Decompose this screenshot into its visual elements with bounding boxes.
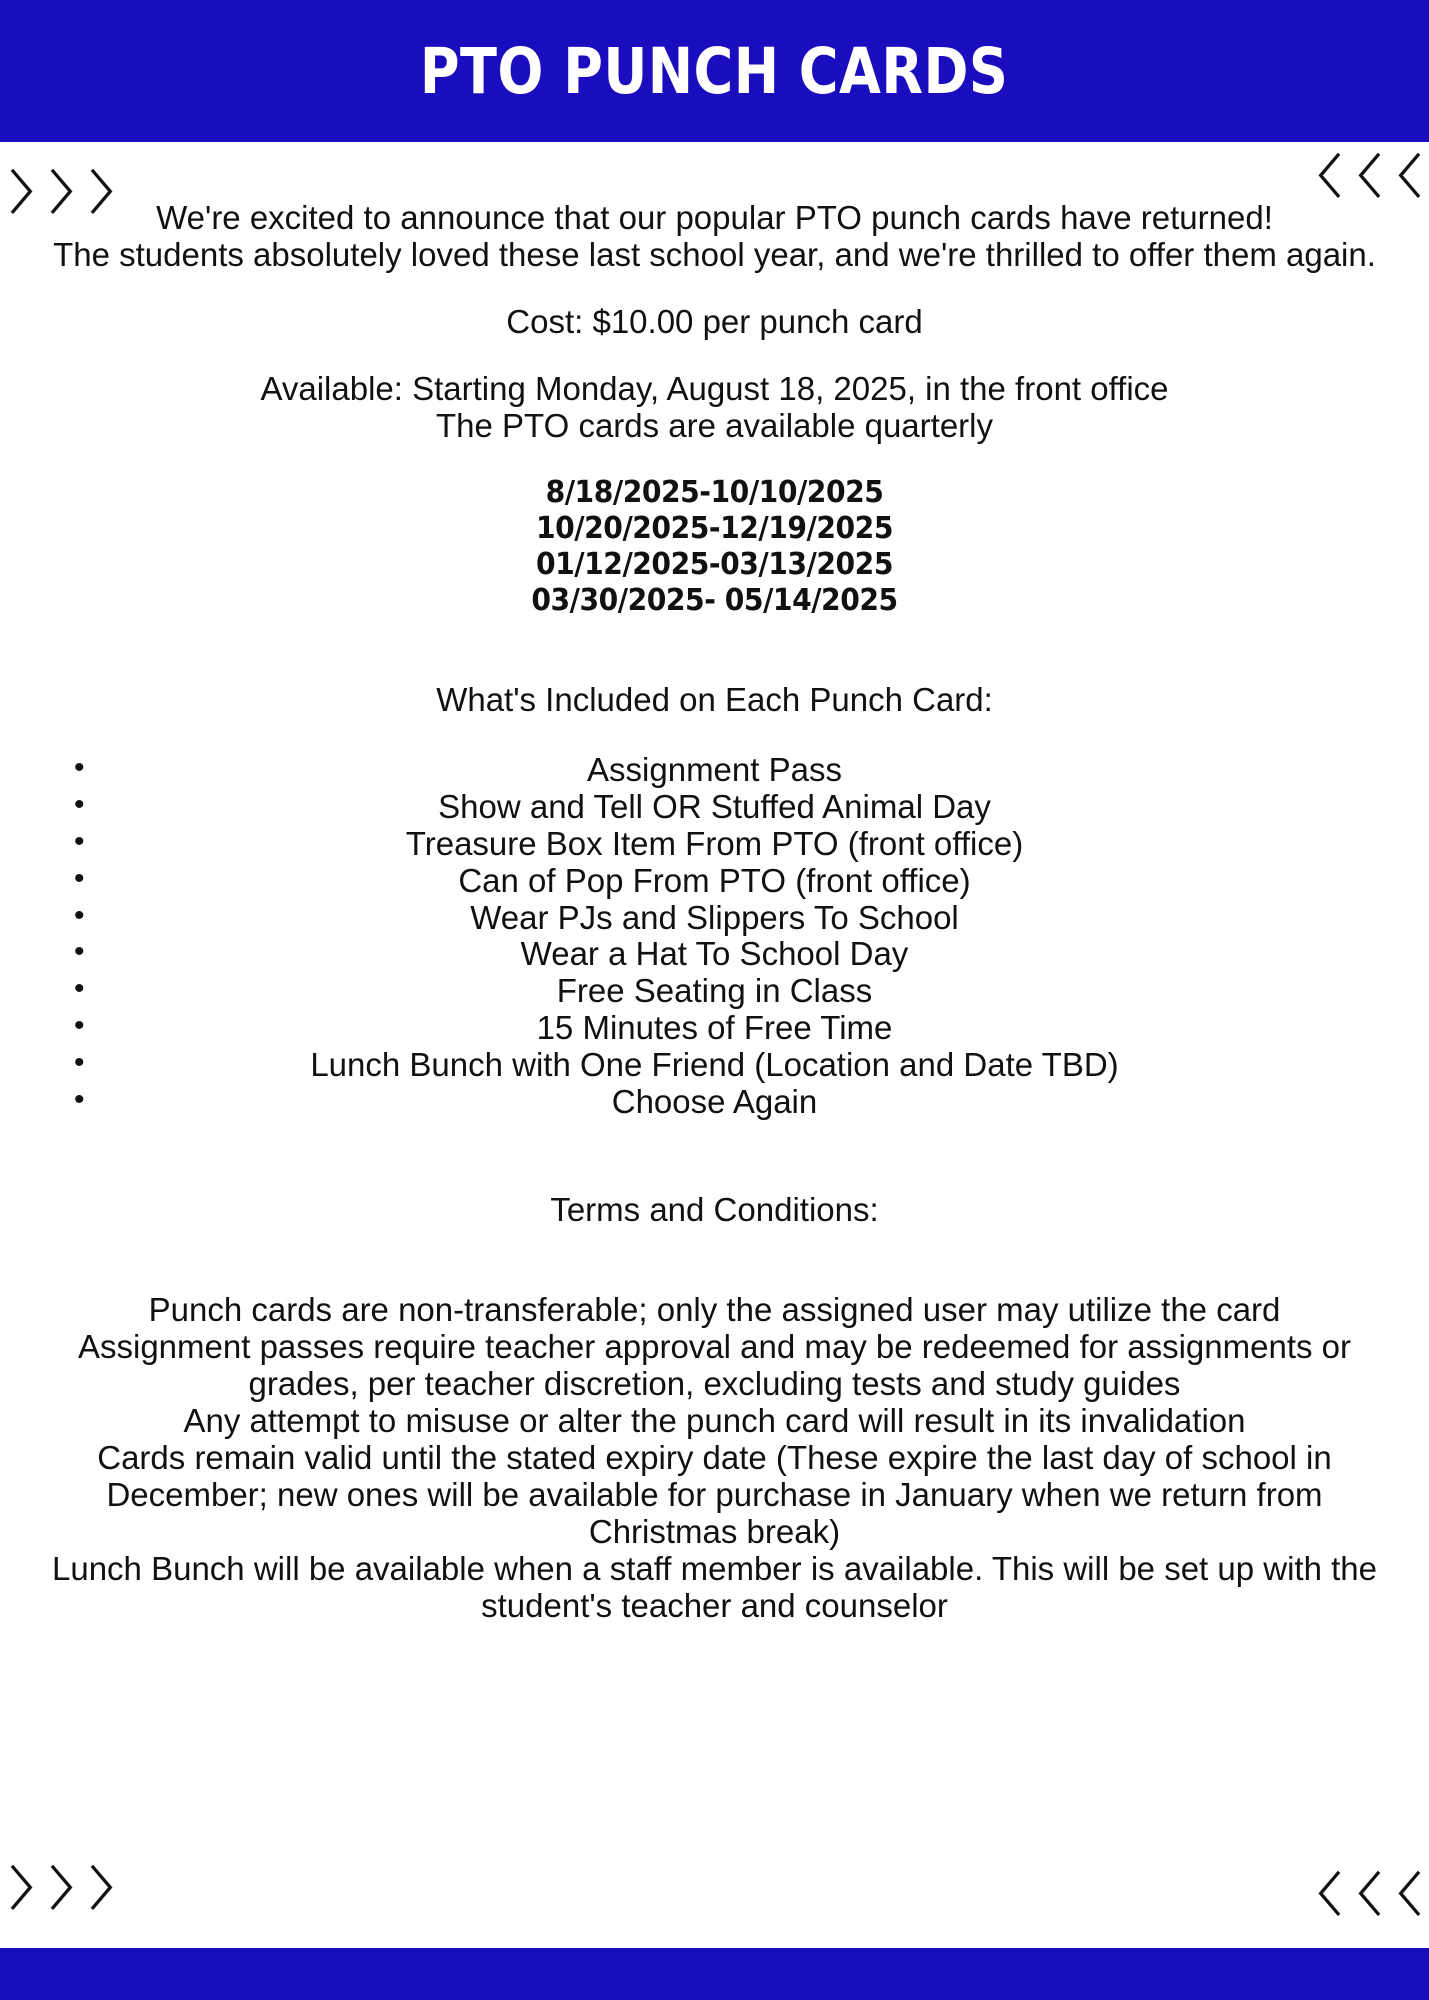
flyer-body	[0, 142, 1429, 1948]
date-range-list	[79, 475, 1351, 619]
list-item: • Choose Again	[38, 1084, 1391, 1121]
terms-list	[38, 1292, 1391, 1625]
footer-banner	[0, 1948, 1429, 2000]
date-range-item: 01/12/2025-03/13/2025	[536, 546, 893, 582]
chevron-right-icon-top-left: 〉〉〉	[10, 166, 130, 220]
header-banner	[0, 0, 1429, 142]
flyer-text-block	[14, 142, 1415, 1625]
list-item: • Free Seating in Class	[38, 973, 1391, 1010]
page-title: PTO PUNCH CARDS	[420, 34, 1009, 108]
chevron-right-icon-bottom-left: 〉〉〉	[10, 1862, 130, 1916]
list-item: • Show and Tell OR Stuffed Animal Day	[38, 789, 1391, 826]
terms-item: Cards remain valid until the stated expiry date (These expire the last day of school in December; new ones will be available for purchase in January when we return from Christmas break)	[97, 1439, 1332, 1550]
date-range-item: 8/18/2025-10/10/2025	[545, 474, 884, 510]
list-item: • Lunch Bunch with One Friend (Location and Date TBD)	[38, 1047, 1391, 1084]
included-list	[38, 752, 1391, 1122]
availability-line: Available: Starting Monday, August 18, 2025, in the front office	[260, 369, 1169, 407]
terms-item: Lunch Bunch will be available when a staff member is available. This will be set up with the student's teacher and counselor	[52, 1549, 1377, 1624]
date-range-item: 03/30/2025- 05/14/2025	[531, 582, 898, 618]
chevron-left-icon-bottom-right: 〈〈〈	[1295, 1868, 1415, 1922]
terms-item: Any attempt to misuse or alter the punch card will result in its invalidation	[183, 1402, 1246, 1440]
intro-line-2: The students absolutely loved these last school year, and we're thrilled to offer them again.	[53, 235, 1376, 273]
date-range-item: 10/20/2025-12/19/2025	[536, 510, 893, 546]
list-item: • Wear a Hat To School Day	[38, 936, 1391, 973]
cost-line: Cost: $10.00 per punch card	[506, 302, 923, 340]
intro-line-1: We're excited to announce that our popular PTO punch cards have returned!	[156, 199, 1273, 236]
chevron-left-icon-top-right: 〈〈〈	[1295, 150, 1415, 204]
terms-item: Assignment passes require teacher approval and may be redeemed for assignments or grades, per teacher discretion, excluding tests and study guides	[77, 1328, 1351, 1403]
list-item: • Can of Pop From PTO (front office)	[38, 863, 1391, 900]
included-heading: What's Included on Each Punch Card:	[436, 680, 993, 718]
list-item: • Assignment Pass	[38, 752, 1391, 789]
quarterly-line: The PTO cards are available quarterly	[436, 406, 993, 444]
list-item: • Treasure Box Item From PTO (front office)	[38, 826, 1391, 863]
terms-item: Punch cards are non-transferable; only the assigned user may utilize the card	[148, 1291, 1281, 1329]
list-item: • 15 Minutes of Free Time	[38, 1010, 1391, 1047]
terms-heading: Terms and Conditions:	[550, 1191, 879, 1229]
list-item: • Wear PJs and Slippers To School	[38, 900, 1391, 937]
